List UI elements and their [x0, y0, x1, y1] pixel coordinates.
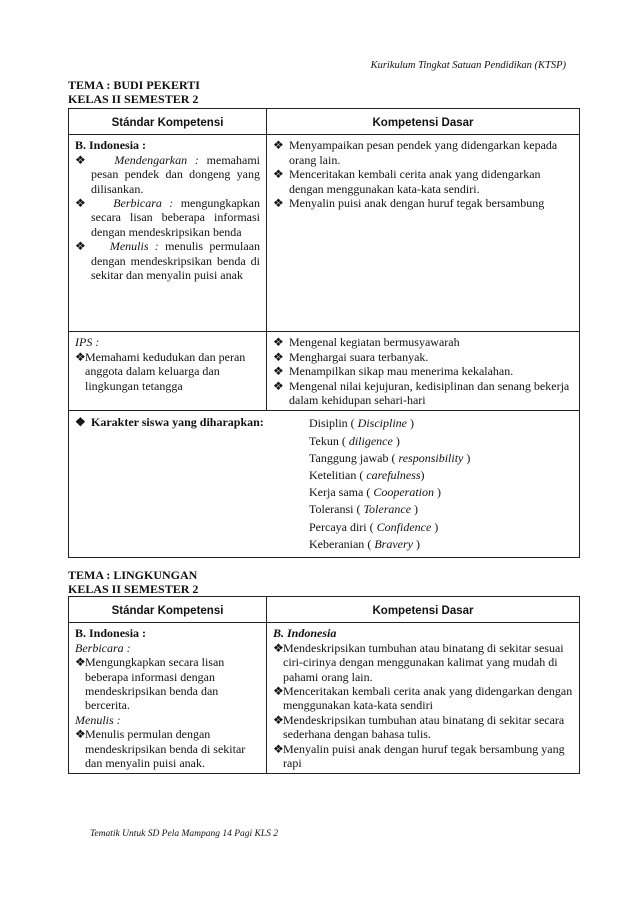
list-item: Tanggung jawab ( responsibility ) — [309, 450, 471, 465]
section2-kelas: KELAS II SEMESTER 2 — [68, 582, 199, 596]
section2-title — [68, 568, 198, 596]
s1-row2-kd-cell — [267, 332, 580, 411]
list-item: ❖ Menyalin puisi anak dengan huruf tegak bersambung — [273, 196, 545, 211]
section1-table — [68, 108, 580, 558]
list-item: ❖ Menghargai suara terbanyak. — [273, 349, 429, 364]
table-row — [69, 411, 580, 558]
list-item: ❖ Menulis permulan dengan mendeskripsikan benda di sekitar dan menyalin puisi anak. — [75, 727, 246, 771]
list-item: ❖ Mendeskripsikan tumbuhan atau binatang di sekitar secara sederhana dengan bahasa tulis. — [273, 712, 565, 742]
section2-col-sk: Stándar Kompetensi — [69, 597, 267, 623]
list-item: Keberanian ( Bravery ) — [309, 536, 420, 551]
table-row — [69, 332, 580, 411]
s1-karakter-cell — [69, 411, 580, 558]
section1-tema: TEMA : BUDI PEKERTI — [68, 78, 200, 92]
diamond-bullet-icon: ❖ — [273, 684, 284, 699]
list-item: Disiplin ( Discipline ) — [309, 416, 414, 431]
diamond-bullet-icon: ❖ — [273, 349, 284, 364]
list-item: ❖ Menceritakan kembali cerita anak yang didengarkan dengan menggunakan kata-kata sendiri — [273, 684, 573, 713]
list-item: ❖ Menceritakan kembali cerita anak yang didengarkan dengan menggunakan kata-kata sendiri. — [273, 167, 541, 196]
list-item: ❖ Menyalin puisi anak dengan huruf tegak bersambung yang rapi — [273, 741, 565, 771]
list-item: ❖ Mendeskripsikan tumbuhan atau binatang di sekitar sesuai ciri-cirinya dengan menggunakan kalimat yang mudah di pahami orang lain. — [273, 640, 564, 684]
diamond-bullet-icon: ❖ — [273, 640, 284, 655]
s1-row1-sk-cell — [69, 135, 267, 332]
section2-col-kd: Kompetensi Dasar — [267, 597, 580, 623]
diamond-bullet-icon: ❖ — [75, 239, 86, 254]
section1-title — [68, 78, 200, 106]
list-item: ❖ Berbicara : mengungkapkan secara lisan beberapa informasi dengan mendeskripsikan benda — [75, 196, 260, 239]
list-item: Percaya diri ( Confidence ) — [309, 519, 439, 534]
list-item: ❖ Mengenal nilai kejujuran, kedisiplinan dan senang bekerja dalam kehidupan sehari-hari — [273, 378, 570, 408]
diamond-bullet-icon: ❖ — [273, 138, 284, 153]
s2-subject: B. Indonesia : — [75, 626, 147, 641]
section1-kelas: KELAS II SEMESTER 2 — [68, 92, 199, 106]
diamond-bullet-icon: ❖ — [273, 712, 284, 727]
list-item: ❖ Menyampaikan pesan pendek yang didengarkan kepada orang lain. — [273, 138, 558, 167]
list-item: Kerja sama ( Cooperation ) — [309, 485, 441, 500]
list-item: ❖ Menampilkan sikap mau menerima kekalahan. — [273, 364, 514, 379]
list-item: ❖ Memahami kedudukan dan peran anggota dalam keluarga dan lingkungan tetangga — [75, 349, 246, 393]
diamond-bullet-icon: ❖ — [273, 378, 284, 393]
list-item: ❖ Mengenal kegiatan bermusyawarah — [273, 335, 460, 350]
table-row — [69, 135, 580, 332]
diamond-bullet-icon: ❖ — [75, 415, 86, 430]
list-item: ❖ Mengungkapkan secara lisan beberapa informasi dengan mendeskripsikan benda dan bercerita. — [75, 655, 225, 713]
s1-row2-sk-cell — [69, 332, 267, 411]
s2-kd-cell — [267, 623, 580, 774]
diamond-bullet-icon: ❖ — [75, 152, 86, 167]
s2-menulis-label: Menulis : — [75, 712, 121, 727]
diamond-bullet-icon: ❖ — [273, 741, 284, 756]
diamond-bullet-icon: ❖ — [75, 655, 86, 670]
page-footer: Tematik Untuk SD Pela Mampang 14 Pagi KLS 2 — [90, 829, 279, 839]
curriculum-header: Kurikulum Tingkat Satuan Pendidikan (KTSP) — [370, 60, 566, 71]
karakter-list — [309, 415, 470, 553]
diamond-bullet-icon: ❖ — [273, 196, 284, 211]
table-row — [69, 623, 580, 774]
s2-sk-cell — [69, 623, 267, 774]
diamond-bullet-icon: ❖ — [273, 167, 284, 182]
section2-tema: TEMA : LINGKUNGAN — [68, 568, 198, 582]
karakter-label: ❖ Karakter siswa yang diharapkan: — [75, 415, 264, 430]
s1-row2-subject: IPS : — [75, 335, 100, 350]
section1-col-sk: Stándar Kompetensi — [69, 109, 267, 135]
list-item: ❖ Menulis : menulis permulaan dengan mendeskripsikan benda di sekitar dan menyalin puisi anak — [75, 239, 261, 283]
s2-berbicara-label: Berbicara : — [75, 640, 131, 655]
list-item: ❖ Mendengarkan : memahami pesan pendek dan dongeng yang dilisankan. — [75, 152, 260, 196]
s1-row1-subject: B. Indonesia : — [75, 138, 147, 153]
diamond-bullet-icon: ❖ — [273, 364, 284, 379]
diamond-bullet-icon: ❖ — [75, 196, 86, 211]
list-item: Toleransi ( Tolerance ) — [309, 502, 419, 517]
diamond-bullet-icon: ❖ — [273, 335, 284, 350]
section1-col-kd: Kompetensi Dasar — [267, 109, 580, 135]
list-item: Ketelitian ( carefulness) — [309, 468, 425, 483]
s2-kd-subject: B. Indonesia — [273, 626, 337, 641]
list-item: Tekun ( diligence ) — [309, 433, 400, 448]
diamond-bullet-icon: ❖ — [75, 727, 86, 742]
diamond-bullet-icon: ❖ — [75, 349, 86, 364]
section2-table — [68, 596, 580, 774]
s1-row1-kd-cell — [267, 135, 580, 332]
